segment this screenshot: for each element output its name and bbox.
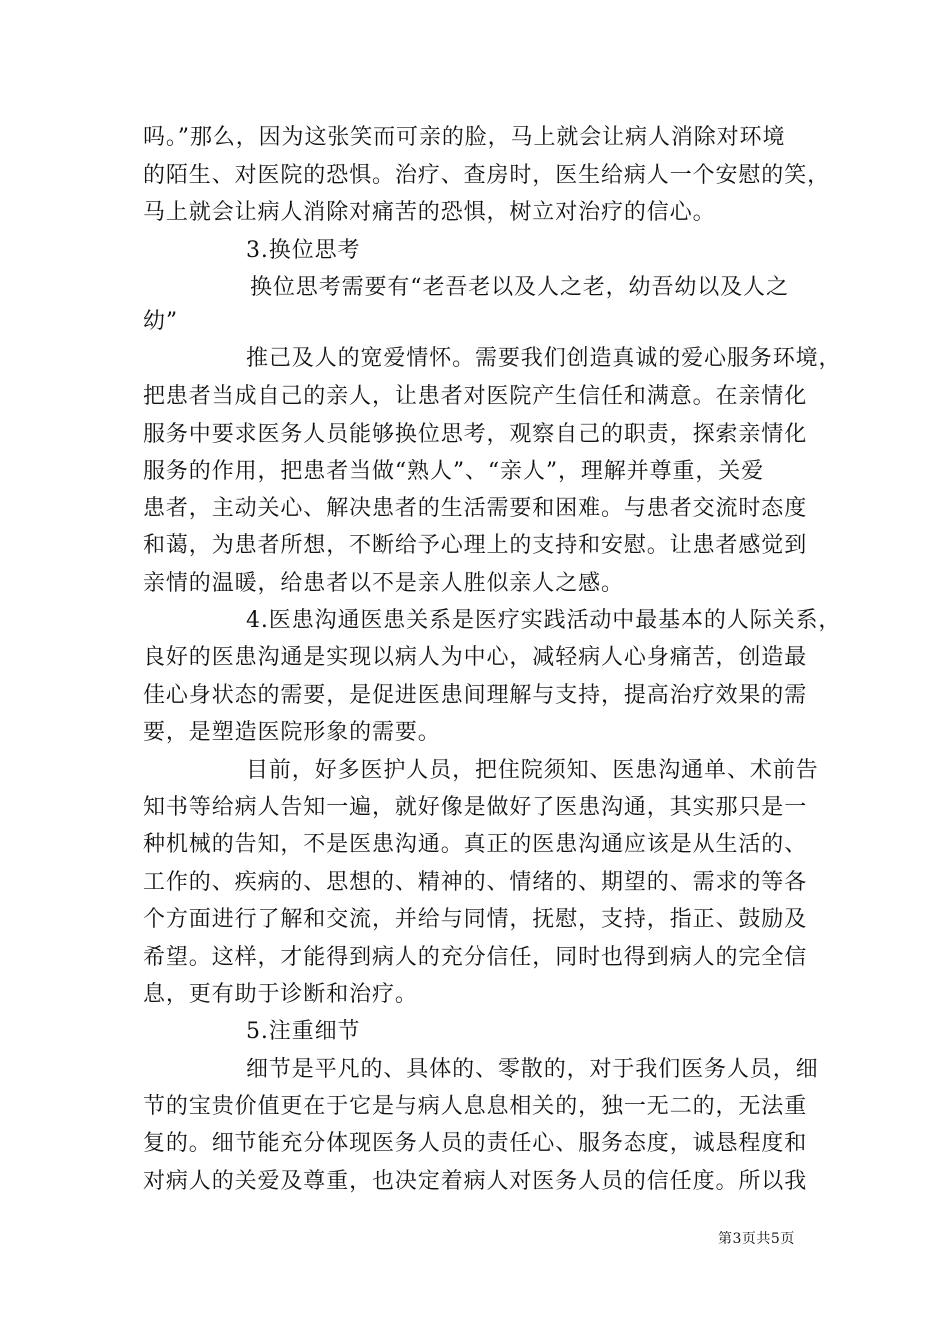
text-line: 推己及人的宽爱情怀。需要我们创造真诚的爱心服务环境， [246, 346, 842, 371]
text-line: 把患者当成自己的亲人，让患者对医院产生信任和满意。在亲情化 [143, 384, 808, 409]
section-heading: 5.注重细节 [246, 1019, 361, 1044]
text-line: 目前，好多医护人员，把住院须知、医患沟通单、术前告 [246, 758, 819, 783]
text-line: 患者，主动关心、解决患者的生活需要和困难。与患者交流时态度 [143, 496, 808, 521]
text-line: 对病人的关爱及尊重，也决定着病人对医务人员的信任度。所以我 [143, 1169, 808, 1194]
text-line: 吗。”那么，因为这张笑而可亲的脸，马上就会让病人消除对环境 [143, 125, 786, 150]
text-line: 息，更有助于诊断和治疗。 [143, 982, 418, 1007]
section-heading: 4.医患沟通医患关系是医疗实践活动中最基本的人际关系， [246, 608, 842, 633]
text-line: 的陌生、对医院的恐惧。治疗、查房时，医生给病人一个安慰的笑， [143, 163, 831, 188]
text-line: 工作的、疾病的、思想的、精神的、情绪的、期望的、需求的等各 [143, 870, 808, 895]
text-line: 知书等给病人告知一遍，就好像是做好了医患沟通，其实那只是一 [143, 795, 808, 820]
text-line: 复的。细节能充分体现医务人员的责任心、服务态度，诚恳程度和 [143, 1131, 808, 1156]
text-line: 换位思考需要有“老吾老以及人之老，幼吾幼以及人之 [250, 275, 789, 300]
text-line: 佳心身状态的需要，是促进医患间理解与支持，提高治疗效果的需 [143, 683, 808, 708]
text-line: 细节是平凡的、具体的、零散的，对于我们医务人员，细 [246, 1057, 819, 1082]
text-line: 幼” [143, 309, 179, 334]
section-heading: 3.换位思考 [246, 238, 361, 263]
text-line: 服务中要求医务人员能够换位思考，观察自己的职责，探索亲情化 [143, 422, 808, 447]
page-number: 第3页共5页 [718, 1231, 795, 1247]
text-line: 良好的医患沟通是实现以病人为中心，减轻病人心身痛苦，创造最 [143, 645, 808, 670]
text-line: 种机械的告知，不是医患沟通。真正的医患沟通应该是从生活的、 [143, 832, 808, 857]
text-line: 和蔼，为患者所想，不断给予心理上的支持和安慰。让患者感觉到 [143, 533, 808, 558]
text-line: 要，是塑造医院形象的需要。 [143, 720, 441, 745]
text-line: 个方面进行了解和交流，并给与同情，抚慰，支持，指正、鼓励及 [143, 907, 808, 932]
text-line: 亲情的温暖，给患者以不是亲人胜似亲人之感。 [143, 571, 624, 596]
text-line: 服务的作用，把患者当做“熟人”、“亲人”，理解并尊重，关爱 [143, 459, 765, 484]
text-line: 节的宝贵价值更在于它是与病人息息相关的，独一无二的，无法重 [143, 1094, 808, 1119]
text-line: 马上就会让病人消除对痛苦的恐惧，树立对治疗的信心。 [143, 200, 716, 225]
text-line: 希望。这样，才能得到病人的充分信任，同时也得到病人的完全信 [143, 945, 808, 970]
